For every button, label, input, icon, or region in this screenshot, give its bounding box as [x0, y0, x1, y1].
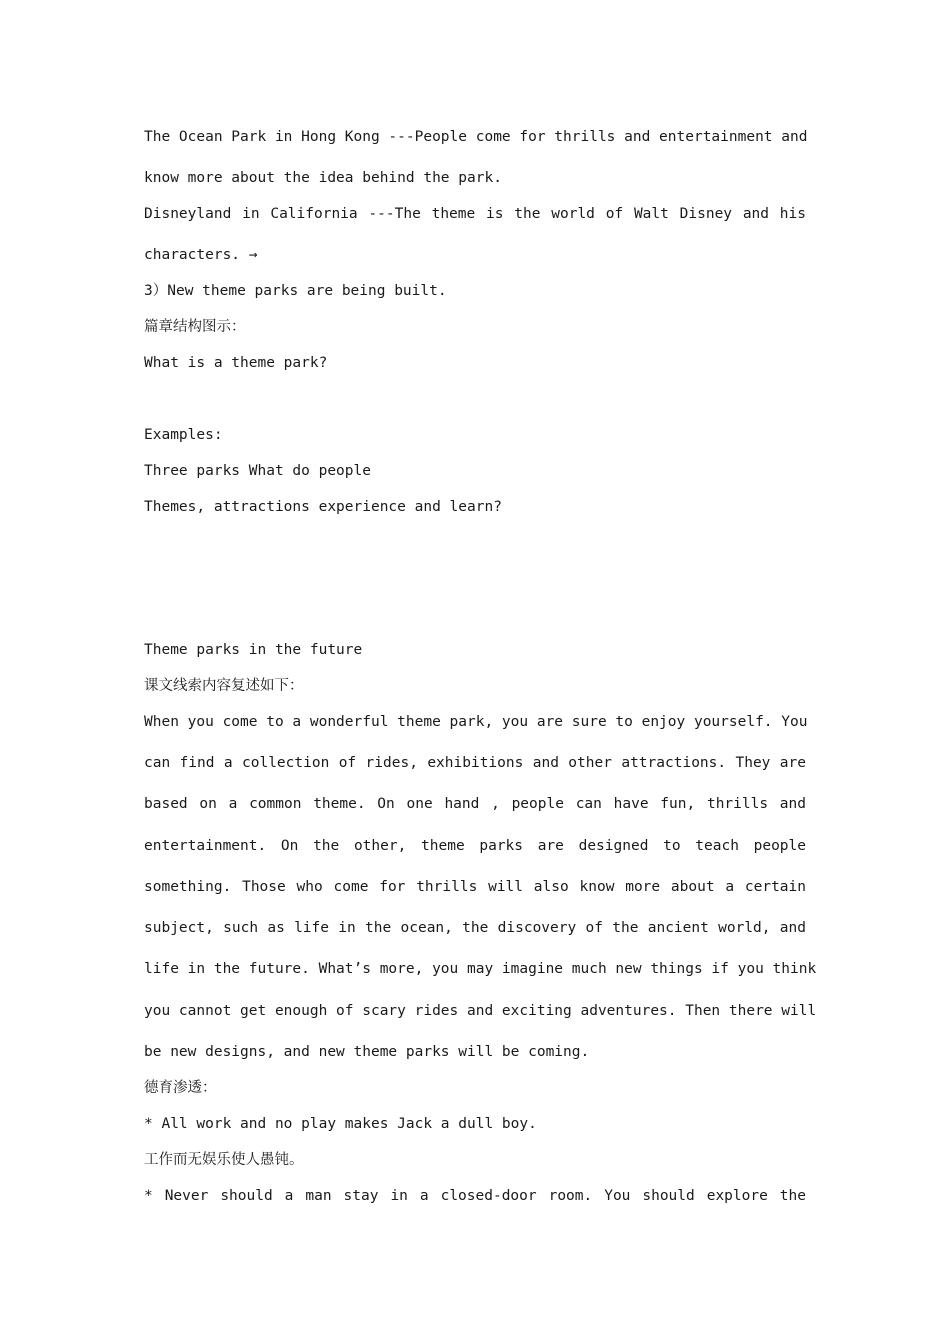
- text-line-disneyland-cont: characters. →: [144, 247, 258, 263]
- text-line-what-is: What is a theme park?: [144, 355, 328, 371]
- section-heading-structure: 篇章结构图示：: [144, 319, 246, 335]
- paragraph-line: something. Those who come for thrills will also know more about a certain: [144, 879, 806, 895]
- paragraph-line: entertainment. On the other, theme parks are designed to teach people: [144, 838, 806, 854]
- paragraph-line: be new designs, and new theme parks will be coming.: [144, 1044, 590, 1060]
- paragraph-line: can find a collection of rides, exhibitions and other attractions. They are: [144, 755, 806, 771]
- text-line-examples: Examples:: [144, 427, 223, 443]
- text-line-ocean-park: The Ocean Park in Hong Kong ---People come for thrills and entertainment and: [144, 129, 808, 145]
- text-line-ocean-park-cont: know more about the idea behind the park.: [144, 170, 502, 186]
- paragraph-line: life in the future. What’s more, you may imagine much new things if you think: [144, 961, 817, 977]
- paragraph-line: subject, such as life in the ocean, the discovery of the ancient world, and: [144, 920, 806, 936]
- text-line-disneyland: Disneyland in California ---The theme is the world of Walt Disney and his: [144, 206, 806, 222]
- proverb-english-second: * Never should a man stay in a closed-door room. You should explore the: [144, 1188, 806, 1204]
- section-heading-moral: 德育渗透：: [144, 1080, 217, 1096]
- text-line-themes: Themes, attractions experience and learn?: [144, 499, 502, 515]
- proverb-english: * All work and no play makes Jack a dull boy.: [144, 1116, 537, 1132]
- paragraph-line: you cannot get enough of scary rides and exciting adventures. Then there will: [144, 1003, 817, 1019]
- paragraph-line: When you come to a wonderful theme park, you are sure to enjoy yourself. You: [144, 714, 808, 730]
- proverb-chinese: 工作而无娱乐使人愚钝。: [144, 1152, 304, 1168]
- text-line-three-parks: Three parks What do people: [144, 463, 371, 479]
- text-line-new-parks: 3）New theme parks are being built.: [144, 283, 447, 299]
- paragraph-line: based on a common theme. On one hand , people can have fun, thrills and: [144, 796, 806, 812]
- section-heading-retelling: 课文线索内容复述如下：: [144, 678, 304, 694]
- text-line-future: Theme parks in the future: [144, 642, 363, 658]
